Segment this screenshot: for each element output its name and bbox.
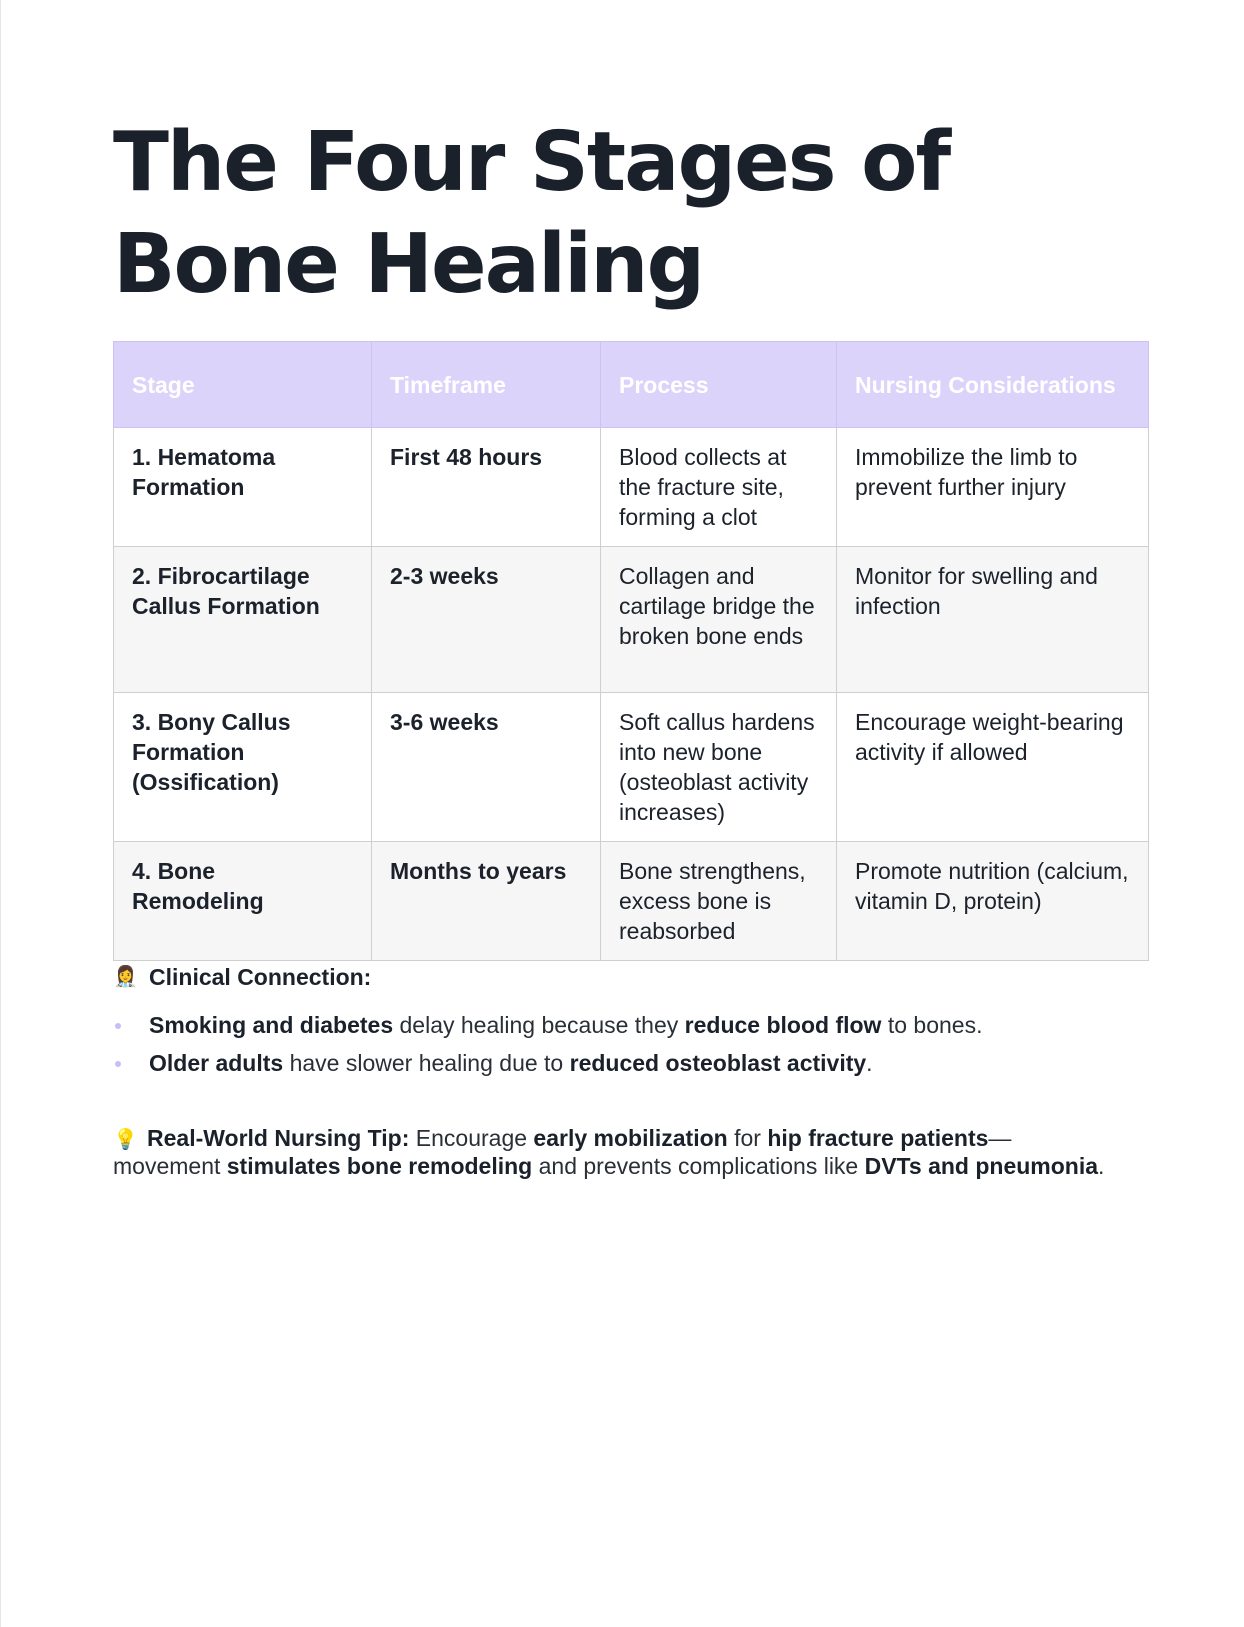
- clinical-connection-section: [113, 962, 1153, 1086]
- list-item: [113, 1010, 1153, 1040]
- text-fragment: — movement: [113, 1125, 1012, 1179]
- timeframe-cell: First 48 hours: [372, 428, 601, 547]
- bold-phrase: reduced osteoblast activity: [569, 1050, 867, 1076]
- process-cell: Soft callus hardens into new bone (osteoblast activity increases): [601, 693, 837, 842]
- bold-phrase: reduce blood flow: [684, 1012, 882, 1038]
- table-row: [114, 693, 1149, 842]
- stage-cell: 2. Fibrocartilage Callus Formation: [114, 547, 372, 693]
- clinical-connection-label: Clinical Connection:: [149, 964, 372, 990]
- timeframe-cell: 2-3 weeks: [372, 547, 601, 693]
- header-timeframe: Timeframe: [372, 342, 601, 428]
- table-body: [114, 428, 1149, 961]
- clinical-connection-heading: [113, 962, 1153, 992]
- bold-phrase: Smoking and diabetes: [149, 1012, 394, 1038]
- list-item: [113, 1048, 1153, 1078]
- stage-cell: 1. Hematoma Formation: [114, 428, 372, 547]
- process-cell: Blood collects at the fracture site, forming a clot: [601, 428, 837, 547]
- stage-cell: 3. Bony Callus Formation (Ossification): [114, 693, 372, 842]
- timeframe-cell: 3-6 weeks: [372, 693, 601, 842]
- header-stage: Stage: [114, 342, 372, 428]
- nursing-tip-paragraph: [113, 1125, 1113, 1179]
- clinical-points-list: [113, 1010, 1153, 1078]
- text-fragment: for: [727, 1125, 768, 1151]
- bold-phrase: stimulates bone remodeling: [226, 1153, 533, 1179]
- health-worker-icon: 👩‍⚕️: [113, 966, 138, 988]
- bold-phrase: hip fracture patients: [767, 1125, 989, 1151]
- text-fragment: and prevents complications like: [532, 1153, 865, 1179]
- process-cell: Bone strengthens, excess bone is reabsorbed: [601, 842, 837, 961]
- header-nursing-considerations: Nursing Considerations: [837, 342, 1149, 428]
- tip-label: Real-World Nursing Tip:: [147, 1125, 410, 1151]
- table-row: [114, 842, 1149, 961]
- title-line-2: Bone Healing: [113, 217, 704, 312]
- bold-phrase: DVTs and pneumonia: [864, 1153, 1099, 1179]
- bold-phrase: early mobilization: [533, 1125, 728, 1151]
- nursing-cell: Promote nutrition (calcium, vitamin D, protein): [837, 842, 1149, 961]
- title-line-1: The Four Stages of: [113, 115, 950, 210]
- timeframe-cell: Months to years: [372, 842, 601, 961]
- text-fragment: .: [1098, 1153, 1105, 1179]
- bold-phrase: Older adults: [149, 1050, 284, 1076]
- text-fragment: delay healing because they: [393, 1012, 685, 1038]
- lightbulb-icon: 💡: [113, 1129, 138, 1151]
- process-cell: Collagen and cartilage bridge the broken bone ends: [601, 547, 837, 693]
- stage-cell: 4. Bone Remodeling: [114, 842, 372, 961]
- text-fragment: have slower healing due to: [283, 1050, 570, 1076]
- nursing-cell: Immobilize the limb to prevent further injury: [837, 428, 1149, 547]
- text-fragment: to bones.: [881, 1012, 983, 1038]
- table-row: [114, 428, 1149, 547]
- text-fragment: Encourage: [409, 1125, 534, 1151]
- text-fragment: .: [866, 1050, 873, 1076]
- table-row: [114, 547, 1149, 693]
- header-process: Process: [601, 342, 837, 428]
- table-header-row: [114, 342, 1149, 428]
- nursing-cell: Encourage weight-bearing activity if allowed: [837, 693, 1149, 842]
- nursing-cell: Monitor for swelling and infection: [837, 547, 1149, 693]
- page-title: [113, 112, 1113, 316]
- table-header: [114, 342, 1149, 428]
- bone-healing-stages-table: [113, 341, 1149, 961]
